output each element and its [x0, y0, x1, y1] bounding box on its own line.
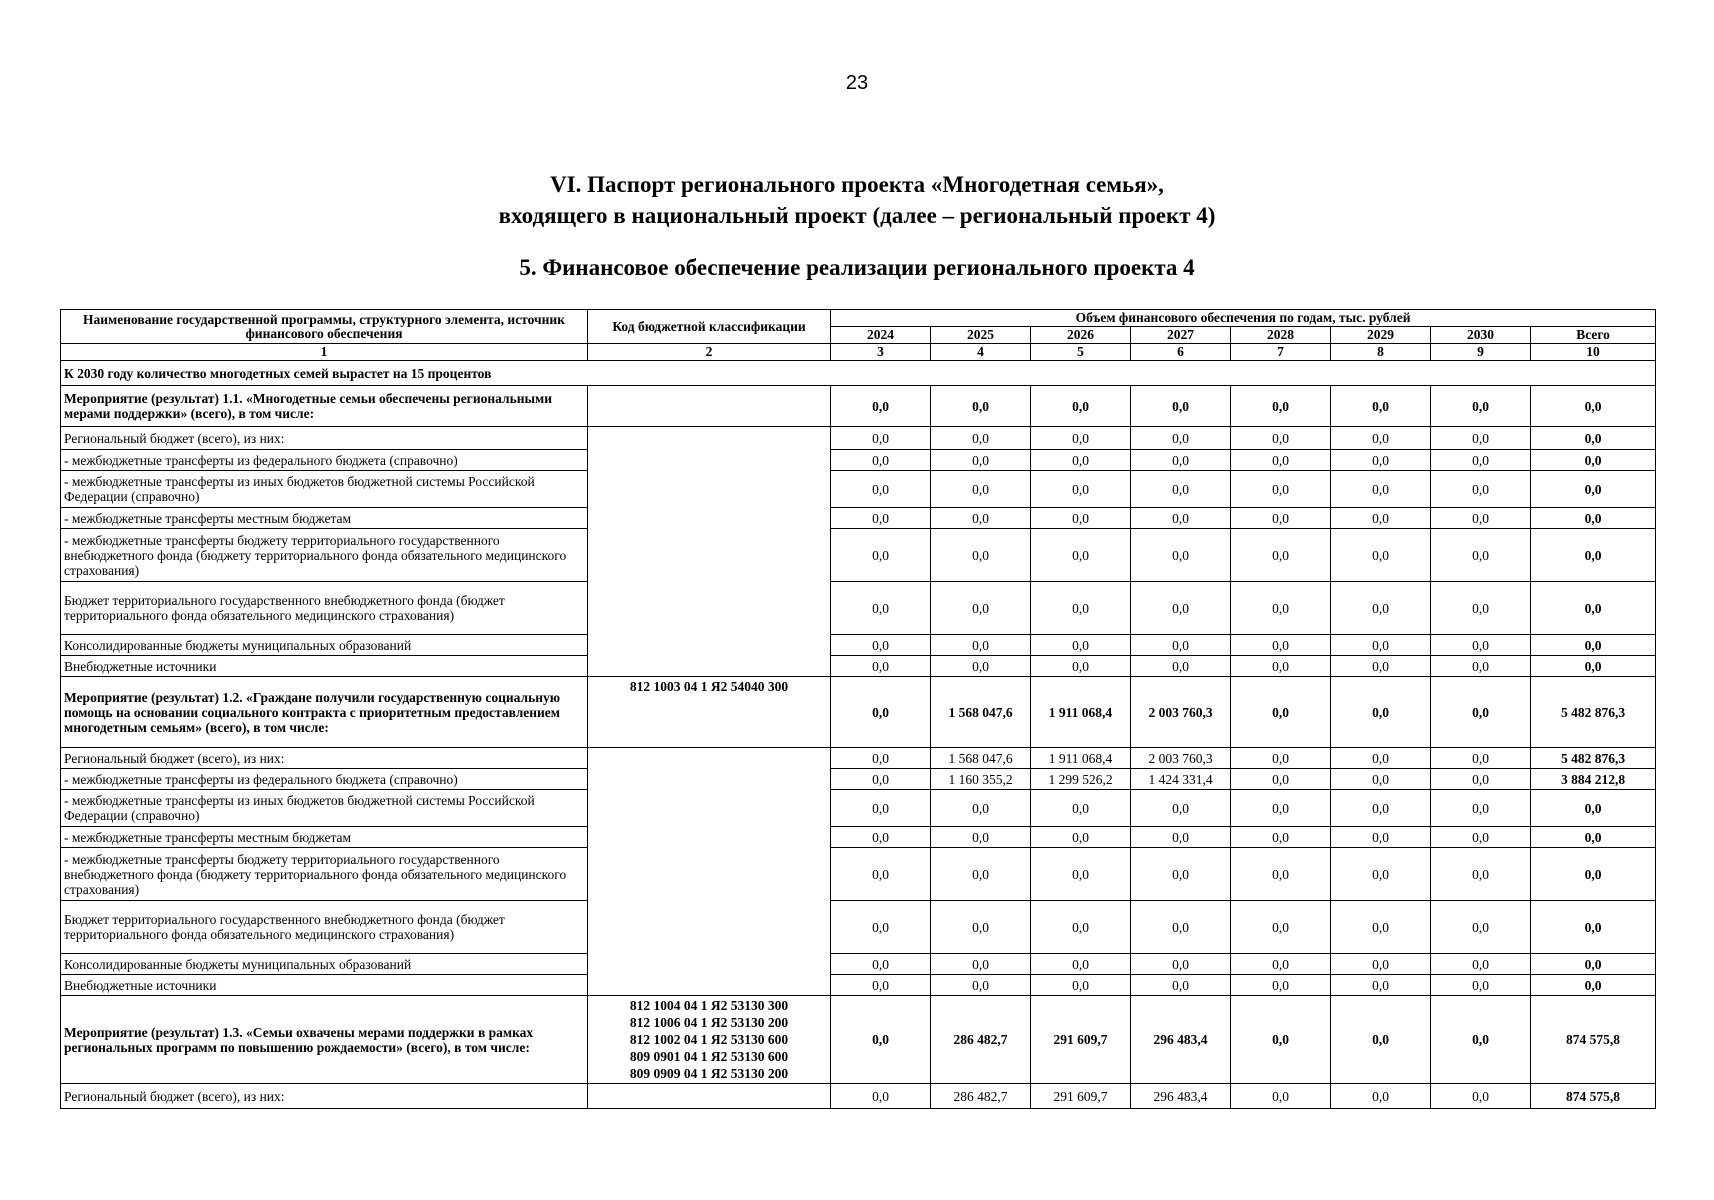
year-value: 0,0: [931, 471, 1031, 508]
year-value: 0,0: [931, 582, 1031, 635]
total-value: 0,0: [1531, 471, 1656, 508]
year-value: 0,0: [1431, 471, 1531, 508]
source-name: Внебюджетные источники: [61, 975, 588, 996]
year-value: 0,0: [1031, 656, 1131, 677]
year-value: 286 482,7: [931, 1084, 1031, 1109]
header-total: Всего: [1531, 327, 1656, 344]
year-value: 0,0: [931, 827, 1031, 848]
year-value: 0,0: [1431, 790, 1531, 827]
year-value: 0,0: [831, 996, 931, 1084]
year-value: 0,0: [1331, 1084, 1431, 1109]
year-value: 0,0: [831, 471, 931, 508]
year-value: 0,0: [1131, 901, 1231, 954]
budget-code-line: 812 1002 04 1 Я2 53130 600: [629, 1032, 789, 1047]
budget-code-line: 812 1003 04 1 Я2 54040 300: [629, 679, 789, 694]
source-name: - межбюджетные трансферты из иных бюджетов бюджетной системы Российской Федерации (справочно): [61, 471, 588, 508]
source-row: [61, 471, 1656, 508]
year-value: 0,0: [831, 677, 931, 748]
year-value: 0,0: [1131, 827, 1231, 848]
year-value: 0,0: [1131, 582, 1231, 635]
table-header: [61, 310, 1656, 361]
year-value: 0,0: [1231, 769, 1331, 790]
year-value: 0,0: [831, 582, 931, 635]
source-row: [61, 769, 1656, 790]
year-value: 2 003 760,3: [1131, 748, 1231, 769]
year-value: 0,0: [831, 386, 931, 427]
year-value: 0,0: [831, 1084, 931, 1109]
source-row: [61, 848, 1656, 901]
year-value: 0,0: [1331, 748, 1431, 769]
year-value: 0,0: [1331, 635, 1431, 656]
year-value: 0,0: [1131, 975, 1231, 996]
year-value: 0,0: [1231, 996, 1331, 1084]
year-value: 0,0: [1331, 386, 1431, 427]
year-value: 0,0: [831, 769, 931, 790]
source-name: - межбюджетные трансферты местным бюджетам: [61, 827, 588, 848]
year-value: 0,0: [1431, 529, 1531, 582]
year-value: 0,0: [831, 748, 931, 769]
event-row: [61, 996, 1656, 1084]
budget-code-line: 809 0909 04 1 Я2 53130 200: [629, 1066, 789, 1081]
year-value: 0,0: [1231, 582, 1331, 635]
total-value: 0,0: [1531, 954, 1656, 975]
year-value: 0,0: [1231, 975, 1331, 996]
source-row: [61, 450, 1656, 471]
total-value: 0,0: [1531, 656, 1656, 677]
year-value: 0,0: [1331, 582, 1431, 635]
year-value: 1 424 331,4: [1131, 769, 1231, 790]
year-value: 0,0: [1031, 635, 1131, 656]
source-name: Региональный бюджет (всего), из них:: [61, 427, 588, 450]
year-value: 0,0: [931, 790, 1031, 827]
column-number: 9: [1431, 344, 1531, 361]
column-number: 10: [1531, 344, 1656, 361]
year-value: 0,0: [831, 450, 931, 471]
year-value: 0,0: [1331, 996, 1431, 1084]
year-value: 0,0: [1231, 529, 1331, 582]
event-name: Мероприятие (результат) 1.3. «Семьи охвачены мерами поддержки в рамках региональных программ по повышению рождаемости» (всего), в том числе:: [61, 996, 588, 1084]
budget-code-empty: [588, 1084, 831, 1109]
year-value: 1 911 068,4: [1031, 748, 1131, 769]
column-number: 5: [1031, 344, 1131, 361]
year-value: 0,0: [1331, 677, 1431, 748]
total-value: 0,0: [1531, 582, 1656, 635]
source-row: [61, 748, 1656, 769]
year-value: 0,0: [1131, 508, 1231, 529]
total-value: 0,0: [1531, 848, 1656, 901]
event-name: Мероприятие (результат) 1.1. «Многодетные семьи обеспечены региональными мерами поддержки» (всего), в том числе:: [61, 386, 588, 427]
budget-code-empty: [588, 748, 831, 996]
budget-code-line: 812 1004 04 1 Я2 53130 300: [629, 998, 789, 1013]
total-value: 0,0: [1531, 529, 1656, 582]
total-value: 874 575,8: [1531, 996, 1656, 1084]
header-year: 2030: [1431, 327, 1531, 344]
year-value: 0,0: [1031, 790, 1131, 827]
year-value: 0,0: [1131, 471, 1231, 508]
year-value: 0,0: [1431, 582, 1531, 635]
source-row: [61, 901, 1656, 954]
year-value: 0,0: [931, 508, 1031, 529]
source-name: Региональный бюджет (всего), из них:: [61, 1084, 588, 1109]
header-year: 2029: [1331, 327, 1431, 344]
year-value: 0,0: [931, 848, 1031, 901]
source-row: [61, 827, 1656, 848]
budget-code: [588, 677, 831, 748]
source-row: [61, 508, 1656, 529]
source-name: Консолидированные бюджеты муниципальных образований: [61, 635, 588, 656]
year-value: 0,0: [1431, 635, 1531, 656]
header-code: Код бюджетной классификации: [588, 310, 831, 344]
source-name: - межбюджетные трансферты бюджету территориального государственного внебюджетного фонда (бюджету территориального фонда обязательного медицинского страхования): [61, 529, 588, 582]
column-number: 3: [831, 344, 931, 361]
header-volume: Объем финансового обеспечения по годам, тыс. рублей: [831, 310, 1656, 327]
year-value: 0,0: [831, 790, 931, 827]
source-row: [61, 635, 1656, 656]
year-value: 0,0: [931, 427, 1031, 450]
year-value: 0,0: [1131, 450, 1231, 471]
event-row: [61, 386, 1656, 427]
source-row: [61, 582, 1656, 635]
year-value: 0,0: [1031, 975, 1131, 996]
year-value: 296 483,4: [1131, 1084, 1231, 1109]
year-value: 0,0: [1131, 790, 1231, 827]
goal-row: [61, 361, 1656, 386]
column-number: 7: [1231, 344, 1331, 361]
year-value: 0,0: [1231, 848, 1331, 901]
year-value: 0,0: [1331, 471, 1431, 508]
year-value: 0,0: [831, 508, 931, 529]
budget-code-line: 809 0901 04 1 Я2 53130 600: [629, 1049, 789, 1064]
year-value: 0,0: [1431, 656, 1531, 677]
year-value: 0,0: [1231, 508, 1331, 529]
page-number: 23: [845, 72, 869, 94]
year-value: 0,0: [1331, 848, 1431, 901]
source-name: Бюджет территориального государственного внебюджетного фонда (бюджет территориального фонда обязательного медицинского страхования): [61, 901, 588, 954]
year-value: 291 609,7: [1031, 1084, 1131, 1109]
source-name: Региональный бюджет (всего), из них:: [61, 748, 588, 769]
table-body: [61, 361, 1656, 1109]
year-value: 0,0: [1131, 656, 1231, 677]
year-value: 0,0: [1231, 450, 1331, 471]
year-value: 0,0: [1331, 427, 1431, 450]
year-value: 0,0: [931, 954, 1031, 975]
year-value: 296 483,4: [1131, 996, 1231, 1084]
year-value: 0,0: [931, 386, 1031, 427]
total-value: 5 482 876,3: [1531, 677, 1656, 748]
year-value: 0,0: [831, 901, 931, 954]
year-value: 0,0: [831, 656, 931, 677]
year-value: 1 568 047,6: [931, 677, 1031, 748]
total-value: 0,0: [1531, 790, 1656, 827]
year-value: 0,0: [1031, 508, 1131, 529]
year-value: 1 568 047,6: [931, 748, 1031, 769]
budget-code: [588, 996, 831, 1084]
year-value: 286 482,7: [931, 996, 1031, 1084]
goal-text: К 2030 году количество многодетных семей вырастет на 15 процентов: [61, 361, 1656, 386]
year-value: 1 299 526,2: [1031, 769, 1131, 790]
year-value: 2 003 760,3: [1131, 677, 1231, 748]
year-value: 0,0: [1331, 529, 1431, 582]
year-value: 0,0: [1231, 656, 1331, 677]
year-value: 0,0: [831, 827, 931, 848]
year-value: 0,0: [1031, 529, 1131, 582]
budget-code-line: 812 1006 04 1 Я2 53130 200: [629, 1015, 789, 1030]
year-value: 0,0: [931, 450, 1031, 471]
year-value: 0,0: [1331, 450, 1431, 471]
header-year: 2026: [1031, 327, 1131, 344]
year-value: 0,0: [1231, 790, 1331, 827]
financing-table: [60, 309, 1656, 1109]
year-value: 0,0: [931, 529, 1031, 582]
year-value: 0,0: [931, 901, 1031, 954]
year-value: 0,0: [1031, 901, 1131, 954]
year-value: 0,0: [1431, 901, 1531, 954]
year-value: 0,0: [831, 427, 931, 450]
year-value: 0,0: [1431, 508, 1531, 529]
column-number: 2: [588, 344, 831, 361]
source-row: [61, 975, 1656, 996]
total-value: 0,0: [1531, 386, 1656, 427]
year-value: 0,0: [1131, 954, 1231, 975]
year-value: 0,0: [1231, 1084, 1331, 1109]
total-value: 0,0: [1531, 427, 1656, 450]
source-name: Консолидированные бюджеты муниципальных образований: [61, 954, 588, 975]
section-title: 5. Финансовое обеспечение реализации регионального проекта 4: [519, 255, 1195, 280]
year-value: 0,0: [1431, 996, 1531, 1084]
year-value: 0,0: [1231, 677, 1331, 748]
year-value: 0,0: [1431, 975, 1531, 996]
source-name: Бюджет территориального государственного внебюджетного фонда (бюджет территориального фонда обязательного медицинского страхования): [61, 582, 588, 635]
budget-code: [588, 386, 831, 427]
year-value: 0,0: [1031, 450, 1131, 471]
year-value: 0,0: [1231, 901, 1331, 954]
year-value: 0,0: [1231, 635, 1331, 656]
source-name: Внебюджетные источники: [61, 656, 588, 677]
year-value: 0,0: [1231, 386, 1331, 427]
total-value: 0,0: [1531, 827, 1656, 848]
source-row: [61, 427, 1656, 450]
year-value: 0,0: [1431, 848, 1531, 901]
column-number: 8: [1331, 344, 1431, 361]
budget-code-empty: [588, 427, 831, 677]
year-value: 0,0: [1431, 427, 1531, 450]
total-value: 874 575,8: [1531, 1084, 1656, 1109]
total-value: 5 482 876,3: [1531, 748, 1656, 769]
year-value: 0,0: [831, 954, 931, 975]
year-value: 0,0: [1031, 954, 1131, 975]
year-value: 0,0: [1031, 848, 1131, 901]
year-value: 0,0: [1031, 386, 1131, 427]
year-value: 0,0: [1431, 769, 1531, 790]
year-value: 0,0: [831, 635, 931, 656]
year-value: 0,0: [831, 529, 931, 582]
year-value: 0,0: [1431, 1084, 1531, 1109]
year-value: 0,0: [1031, 471, 1131, 508]
year-value: 0,0: [1331, 975, 1431, 996]
year-value: 0,0: [1131, 635, 1231, 656]
year-value: 0,0: [1431, 450, 1531, 471]
column-number: 1: [61, 344, 588, 361]
year-value: 0,0: [1131, 529, 1231, 582]
year-value: 1 160 355,2: [931, 769, 1031, 790]
year-value: 0,0: [1431, 748, 1531, 769]
year-value: 0,0: [1231, 748, 1331, 769]
source-name: - межбюджетные трансферты из иных бюджетов бюджетной системы Российской Федерации (справочно): [61, 790, 588, 827]
year-value: 0,0: [1331, 769, 1431, 790]
year-value: 0,0: [1331, 790, 1431, 827]
year-value: 0,0: [831, 975, 931, 996]
year-value: 0,0: [931, 635, 1031, 656]
year-value: 0,0: [1231, 427, 1331, 450]
year-value: 291 609,7: [1031, 996, 1131, 1084]
year-value: 0,0: [831, 848, 931, 901]
source-row: [61, 656, 1656, 677]
source-name: - межбюджетные трансферты из федерального бюджета (справочно): [61, 769, 588, 790]
year-value: 0,0: [931, 656, 1031, 677]
source-row: [61, 790, 1656, 827]
event-name: Мероприятие (результат) 1.2. «Граждане получили государственную социальную помощь на основании социального контракта с приоритетным предоставлением многодетным семьям» (всего), в том числе:: [61, 677, 588, 748]
column-number: 4: [931, 344, 1031, 361]
event-row: [61, 677, 1656, 748]
year-value: 0,0: [1131, 427, 1231, 450]
total-value: 0,0: [1531, 508, 1656, 529]
year-value: 0,0: [1231, 471, 1331, 508]
year-value: 0,0: [1331, 954, 1431, 975]
header-name: Наименование государственной программы, структурного элемента, источник финансового обеспечения: [61, 310, 588, 344]
year-value: 0,0: [931, 975, 1031, 996]
document-subtitle: входящего в национальный проект (далее – региональный проект 4): [498, 203, 1216, 228]
source-name: - межбюджетные трансферты из федерального бюджета (справочно): [61, 450, 588, 471]
year-value: 0,0: [1331, 508, 1431, 529]
year-value: 0,0: [1231, 954, 1331, 975]
year-value: 0,0: [1031, 582, 1131, 635]
source-row: [61, 954, 1656, 975]
year-value: 0,0: [1431, 386, 1531, 427]
total-value: 0,0: [1531, 901, 1656, 954]
year-value: 0,0: [1331, 901, 1431, 954]
total-value: 0,0: [1531, 975, 1656, 996]
source-row: [61, 529, 1656, 582]
total-value: 0,0: [1531, 635, 1656, 656]
year-value: 0,0: [1331, 656, 1431, 677]
year-value: 0,0: [1331, 827, 1431, 848]
source-name: - межбюджетные трансферты местным бюджетам: [61, 508, 588, 529]
source-row: [61, 1084, 1656, 1109]
year-value: 0,0: [1031, 427, 1131, 450]
total-value: 3 884 212,8: [1531, 769, 1656, 790]
header-year: 2024: [831, 327, 931, 344]
year-value: 0,0: [1031, 827, 1131, 848]
source-name: - межбюджетные трансферты бюджету территориального государственного внебюджетного фонда (бюджету территориального фонда обязательного медицинского страхования): [61, 848, 588, 901]
year-value: 0,0: [1431, 827, 1531, 848]
header-year: 2027: [1131, 327, 1231, 344]
total-value: 0,0: [1531, 450, 1656, 471]
year-value: 0,0: [1431, 954, 1531, 975]
year-value: 0,0: [1431, 677, 1531, 748]
document-title: VI. Паспорт регионального проекта «Многодетная семья»,: [550, 172, 1164, 197]
column-number: 6: [1131, 344, 1231, 361]
header-year: 2025: [931, 327, 1031, 344]
header-year: 2028: [1231, 327, 1331, 344]
year-value: 0,0: [1131, 386, 1231, 427]
year-value: 0,0: [1131, 848, 1231, 901]
year-value: 1 911 068,4: [1031, 677, 1131, 748]
year-value: 0,0: [1231, 827, 1331, 848]
